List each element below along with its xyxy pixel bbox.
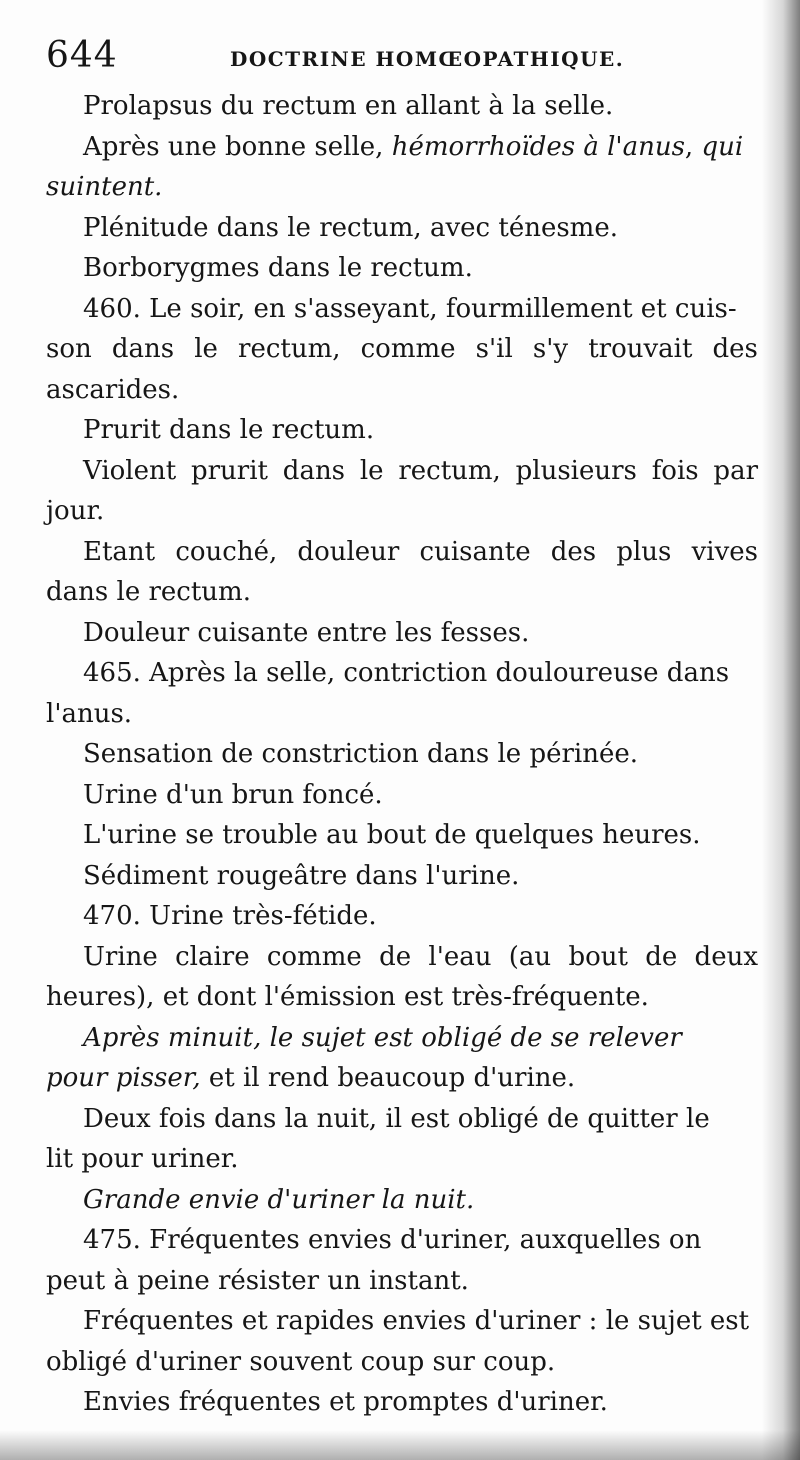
body-text: [0, 86, 800, 1423]
text-word: deux: [694, 941, 758, 972]
text-line: obligé d'uriner souvent coup sur coup.: [46, 1346, 556, 1377]
text-line: 475. Fréquentes envies d'uriner, auxquelles on: [83, 1225, 702, 1255]
text-word: s'y: [532, 334, 569, 364]
text-line: Fréquentes et rapides envies d'uriner : le sujet est: [83, 1306, 750, 1336]
text-word: douleur: [297, 536, 400, 567]
text-line: Sédiment rougeâtre dans l'urine.: [83, 860, 520, 891]
text-word: prurit: [190, 455, 268, 486]
text-line: l'anus.: [46, 698, 133, 729]
text-word: Etant: [83, 536, 156, 567]
text-word: bout: [568, 941, 628, 972]
text-line: Après minuit, le sujet est obligé de se relever: [83, 1022, 682, 1053]
text-line: suintent.: [46, 172, 163, 202]
text-line: lit pour uriner.: [46, 1144, 239, 1174]
text-word: comme: [360, 334, 456, 364]
text-line: Prolapsus du rectum en allant à la selle.: [83, 91, 614, 121]
text-word: fois: [651, 455, 699, 486]
text-line: 470. Urine très-fétide.: [83, 901, 377, 931]
page-number: 644: [46, 35, 118, 76]
text-word: des: [550, 536, 597, 567]
text-word: Violent: [83, 455, 177, 486]
text-word: claire: [175, 941, 250, 972]
text-word: plus: [616, 536, 672, 567]
text-line: jour.: [46, 496, 105, 526]
text-word: son: [46, 334, 92, 364]
text-line: [0, 329, 800, 370]
text-line: [0, 451, 800, 492]
text-word: le: [359, 455, 384, 486]
text-line: 460. Le soir, en s'asseyant, fourmillement et cuis-: [83, 293, 737, 324]
text-line: Envies fréquentes et promptes d'uriner.: [83, 1387, 608, 1417]
text-line: pour pisser, et il rend beaucoup d'urine.: [46, 1063, 576, 1093]
text-word: Urine: [83, 941, 158, 972]
running-head: DOCTRINE HOMŒOPATHIQUE.: [230, 47, 625, 71]
text-line: [0, 937, 800, 978]
text-word: vives: [691, 536, 758, 567]
text-line: Urine d'un brun foncé.: [83, 779, 383, 810]
page-bottom-shadow: [0, 1430, 800, 1460]
text-line: Deux fois dans la nuit, il est obligé de quitter le: [83, 1103, 710, 1134]
text-word: par: [713, 455, 758, 486]
text-word: trouvait: [588, 334, 693, 364]
text-word: le: [194, 334, 218, 364]
text-word: l'eau: [428, 941, 492, 972]
text-line: Plénitude dans le rectum, avec ténesme.: [83, 212, 618, 243]
text-line: Borborygmes dans le rectum.: [83, 253, 473, 283]
text-word: comme: [266, 941, 362, 972]
text-word: des: [712, 334, 758, 364]
text-word: de: [645, 941, 678, 972]
text-word: plusieurs: [515, 455, 637, 486]
text-line: Douleur cuisante entre les fesses.: [83, 617, 530, 648]
text-line: ascarides.: [46, 374, 180, 405]
text-word: de: [379, 941, 412, 972]
page-edge-shadow: [762, 0, 800, 1460]
text-line: dans le rectum.: [46, 577, 251, 607]
text-word: cuisante: [419, 536, 531, 567]
text-line: Prurit dans le rectum.: [83, 415, 375, 445]
text-word: s'il: [475, 334, 513, 364]
text-line: Grande envie d'uriner la nuit.: [83, 1184, 475, 1215]
page-header: [0, 32, 800, 82]
text-line: L'urine se trouble au bout de quelques heures.: [83, 820, 701, 850]
text-word: couché,: [175, 536, 278, 567]
text-line: Sensation de constriction dans le périnée.: [83, 739, 639, 769]
text-line: [0, 532, 800, 573]
text-word: rectum,: [398, 455, 501, 486]
text-word: dans: [282, 455, 346, 486]
text-word: rectum,: [238, 334, 341, 364]
text-word: (au: [508, 941, 552, 972]
text-line: Après une bonne selle, hémorrhoïdes à l'anus, qui: [83, 131, 744, 162]
text-line: peut à peine résister un instant.: [46, 1265, 469, 1296]
text-line: heures), et dont l'émission est très-fréquente.: [46, 982, 649, 1012]
text-line: 465. Après la selle, contriction douloureuse dans: [83, 658, 730, 688]
text-word: dans: [111, 334, 175, 364]
